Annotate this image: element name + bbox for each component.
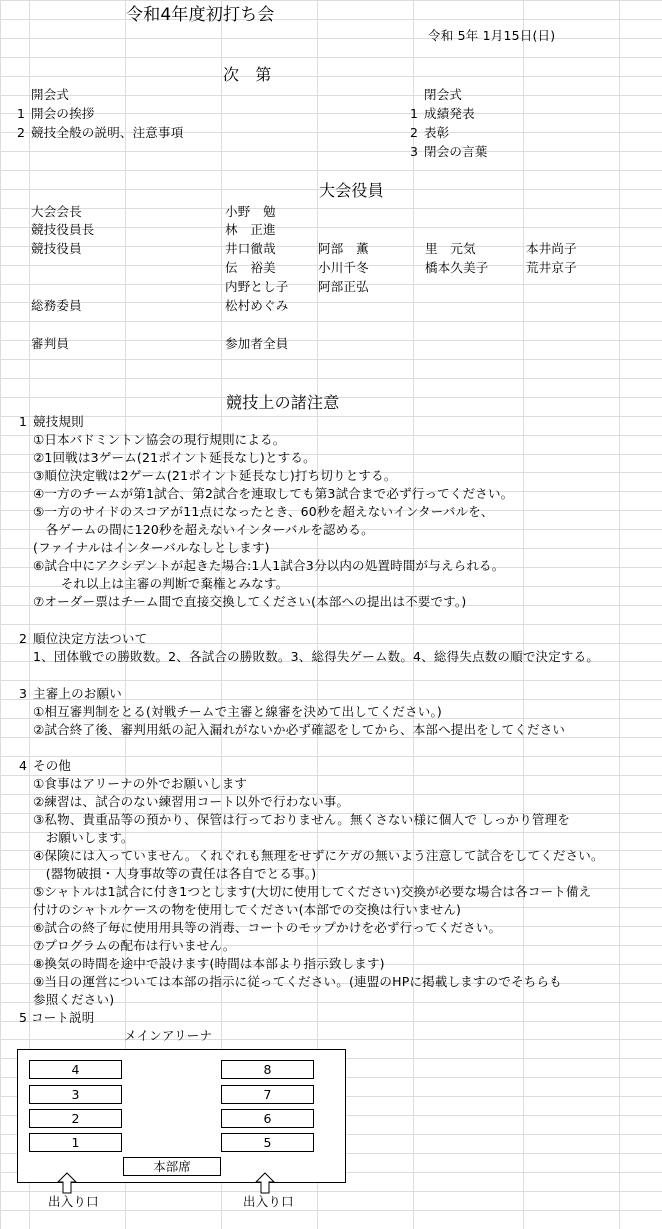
event-date: 令和 5年 1月15日(日): [428, 28, 556, 43]
opening-item: 競技全般の説明、注意事項: [31, 125, 184, 140]
section-title: コート説明: [31, 1010, 95, 1025]
section-title: 競技規則: [33, 414, 84, 429]
president-label: 大会会長: [31, 204, 82, 219]
staff-name: 小川千冬: [318, 260, 369, 275]
staff-name: 荒井京子: [526, 260, 577, 275]
staff-name: 阿部 薫: [318, 241, 369, 256]
section-number: 1: [19, 414, 27, 429]
closing-ceremony-label: 閉会式: [424, 87, 463, 102]
general-affairs-label: 総務委員: [31, 298, 82, 313]
note-line: 参照ください): [33, 992, 115, 1007]
note-line: それ以上は主審の判断で棄権とみなす。: [48, 576, 289, 591]
staff-name: 里 元気: [425, 241, 476, 256]
president-name: 小野 勉: [225, 204, 276, 219]
note-line: ①相互審判制をとる(対戦チームで主審と線審を決めて出してください。): [33, 704, 443, 719]
general-affairs-name: 松村めぐみ: [225, 298, 289, 313]
arena-label: メインアリーナ: [124, 1028, 213, 1043]
page-title: 令和4年度初打ち会: [126, 5, 275, 25]
section-title: 主審上のお願い: [33, 686, 122, 701]
note-line: ⑦プログラムの配布は行いません。: [33, 938, 236, 953]
note-line: (器物破損・人身事故等の責任は各自でとる事。): [33, 866, 317, 881]
staff-name: 内野とし子: [225, 279, 289, 294]
section-number: 2: [19, 631, 27, 646]
staff-name: 阿部正弘: [318, 279, 369, 294]
court-6: 6: [221, 1109, 314, 1128]
section-number: 5: [19, 1010, 27, 1025]
staff-name: 本井尚子: [526, 241, 577, 256]
section-title: 順位決定方法ついて: [33, 631, 148, 646]
closing-item: 表彰: [424, 125, 450, 140]
note-line: ⑧換気の時間を途中で設けます(時間は本部より指示致します): [33, 956, 385, 971]
note-line: ②練習は、試合のない練習用コート以外で行わない事。: [33, 794, 350, 809]
note-line: ③順位決定戦は2ゲーム(21ポイント延長なし)打ち切りとする。: [33, 468, 397, 483]
court-1: 1: [29, 1133, 122, 1152]
referee-label: 審判員: [31, 336, 70, 351]
opening-item-number: 1: [17, 106, 25, 121]
up-arrow-icon: [57, 1172, 77, 1194]
court-3: 3: [29, 1085, 122, 1104]
opening-item-number: 2: [17, 125, 25, 140]
note-line: 各ゲームの間に120秒を超えないインターバルを認める。: [33, 522, 374, 537]
closing-item-number: 3: [410, 144, 418, 159]
note-line: (ファイナルはインターバルなしとします): [33, 540, 270, 555]
note-line: ④一方のチームが第1試合、第2試合を連取しても第3試合まで必ず行ってください。: [33, 486, 514, 501]
up-arrow-icon: [255, 1172, 275, 1194]
note-line: 1、団体戦での勝敗数。2、各試合の勝敗数。3、総得失ゲーム数。4、総得失点数の順で決定する。: [33, 649, 600, 664]
note-line: ⑤シャトルは1試合に付き1つとします(大切に使用してください)交換が必要な場合は各コート備え: [33, 884, 592, 899]
note-line: ②試合終了後、審判用紙の記入漏れがないか必ず確認をしてから、本部へ提出をしてください: [33, 722, 566, 737]
section-title: その他: [33, 758, 72, 773]
notes-heading: 競技上の諸注意: [226, 393, 340, 412]
closing-item-number: 2: [410, 125, 418, 140]
note-line: ①日本バドミントン協会の現行規則による。: [33, 432, 286, 447]
note-line: 付けのシャトルケースの物を使用してください(本部での交換は行いません): [33, 902, 462, 917]
chief-label: 競技役員長: [31, 222, 95, 237]
headquarters-desk: 本部席: [123, 1157, 221, 1176]
note-line: ⑤一方のサイドのスコアが11点になったとき、60秒を超えないインターバルを、: [33, 504, 494, 519]
court-7: 7: [221, 1085, 314, 1104]
court-4: 4: [29, 1060, 122, 1079]
note-line: ⑨当日の運営については本部の指示に従ってください。(連盟のHPに掲載しますのでそちらも: [33, 974, 562, 989]
court-8: 8: [221, 1060, 314, 1079]
note-line: ②1回戦は3ゲーム(21ポイント延長なし)とする。: [33, 450, 316, 465]
entrance-label: 出入り口: [243, 1194, 294, 1209]
chief-name: 林 正進: [225, 222, 276, 237]
note-line: ⑦オーダー票はチーム間で直接交換してください(本部への提出は不要です。): [33, 594, 467, 609]
closing-item-number: 1: [410, 106, 418, 121]
entrance-label: 出入り口: [48, 1194, 99, 1209]
note-line: ④保険には入っていません。くれぐれも無理をせずにケガの無いよう注意して試合をしてください。: [33, 848, 604, 863]
staff-label: 競技役員: [31, 241, 82, 256]
section-number: 4: [19, 758, 27, 773]
note-line: ⑥試合中にアクシデントが起きた場合:1人1試合3分以内の処置時間が与えられる。: [33, 558, 505, 573]
opening-ceremony-label: 開会式: [31, 87, 70, 102]
staff-name: 橋本久美子: [425, 260, 489, 275]
staff-name: 伝 裕美: [225, 260, 276, 275]
court-5: 5: [221, 1133, 314, 1152]
opening-item: 開会の挨拶: [31, 106, 95, 121]
section-number: 3: [19, 686, 27, 701]
staff-name: 井口徹哉: [225, 241, 276, 256]
court-2: 2: [29, 1109, 122, 1128]
note-line: お願いします。: [33, 830, 134, 845]
program-heading: 次 第: [223, 65, 272, 84]
note-line: ③私物、貴重品等の預かり、保管は行っておりません。無くさない様に個人で しっかり管理を: [33, 812, 571, 827]
note-line: ⑥試合の終了毎に使用用具等の消毒、コートのモップかけを必ず行ってください。: [33, 920, 502, 935]
closing-item: 閉会の言葉: [424, 144, 488, 159]
note-line: ①食事はアリーナの外でお願いします: [33, 776, 248, 791]
closing-item: 成績発表: [424, 106, 475, 121]
referee-value: 参加者全員: [225, 336, 289, 351]
officials-heading: 大会役員: [319, 181, 384, 200]
